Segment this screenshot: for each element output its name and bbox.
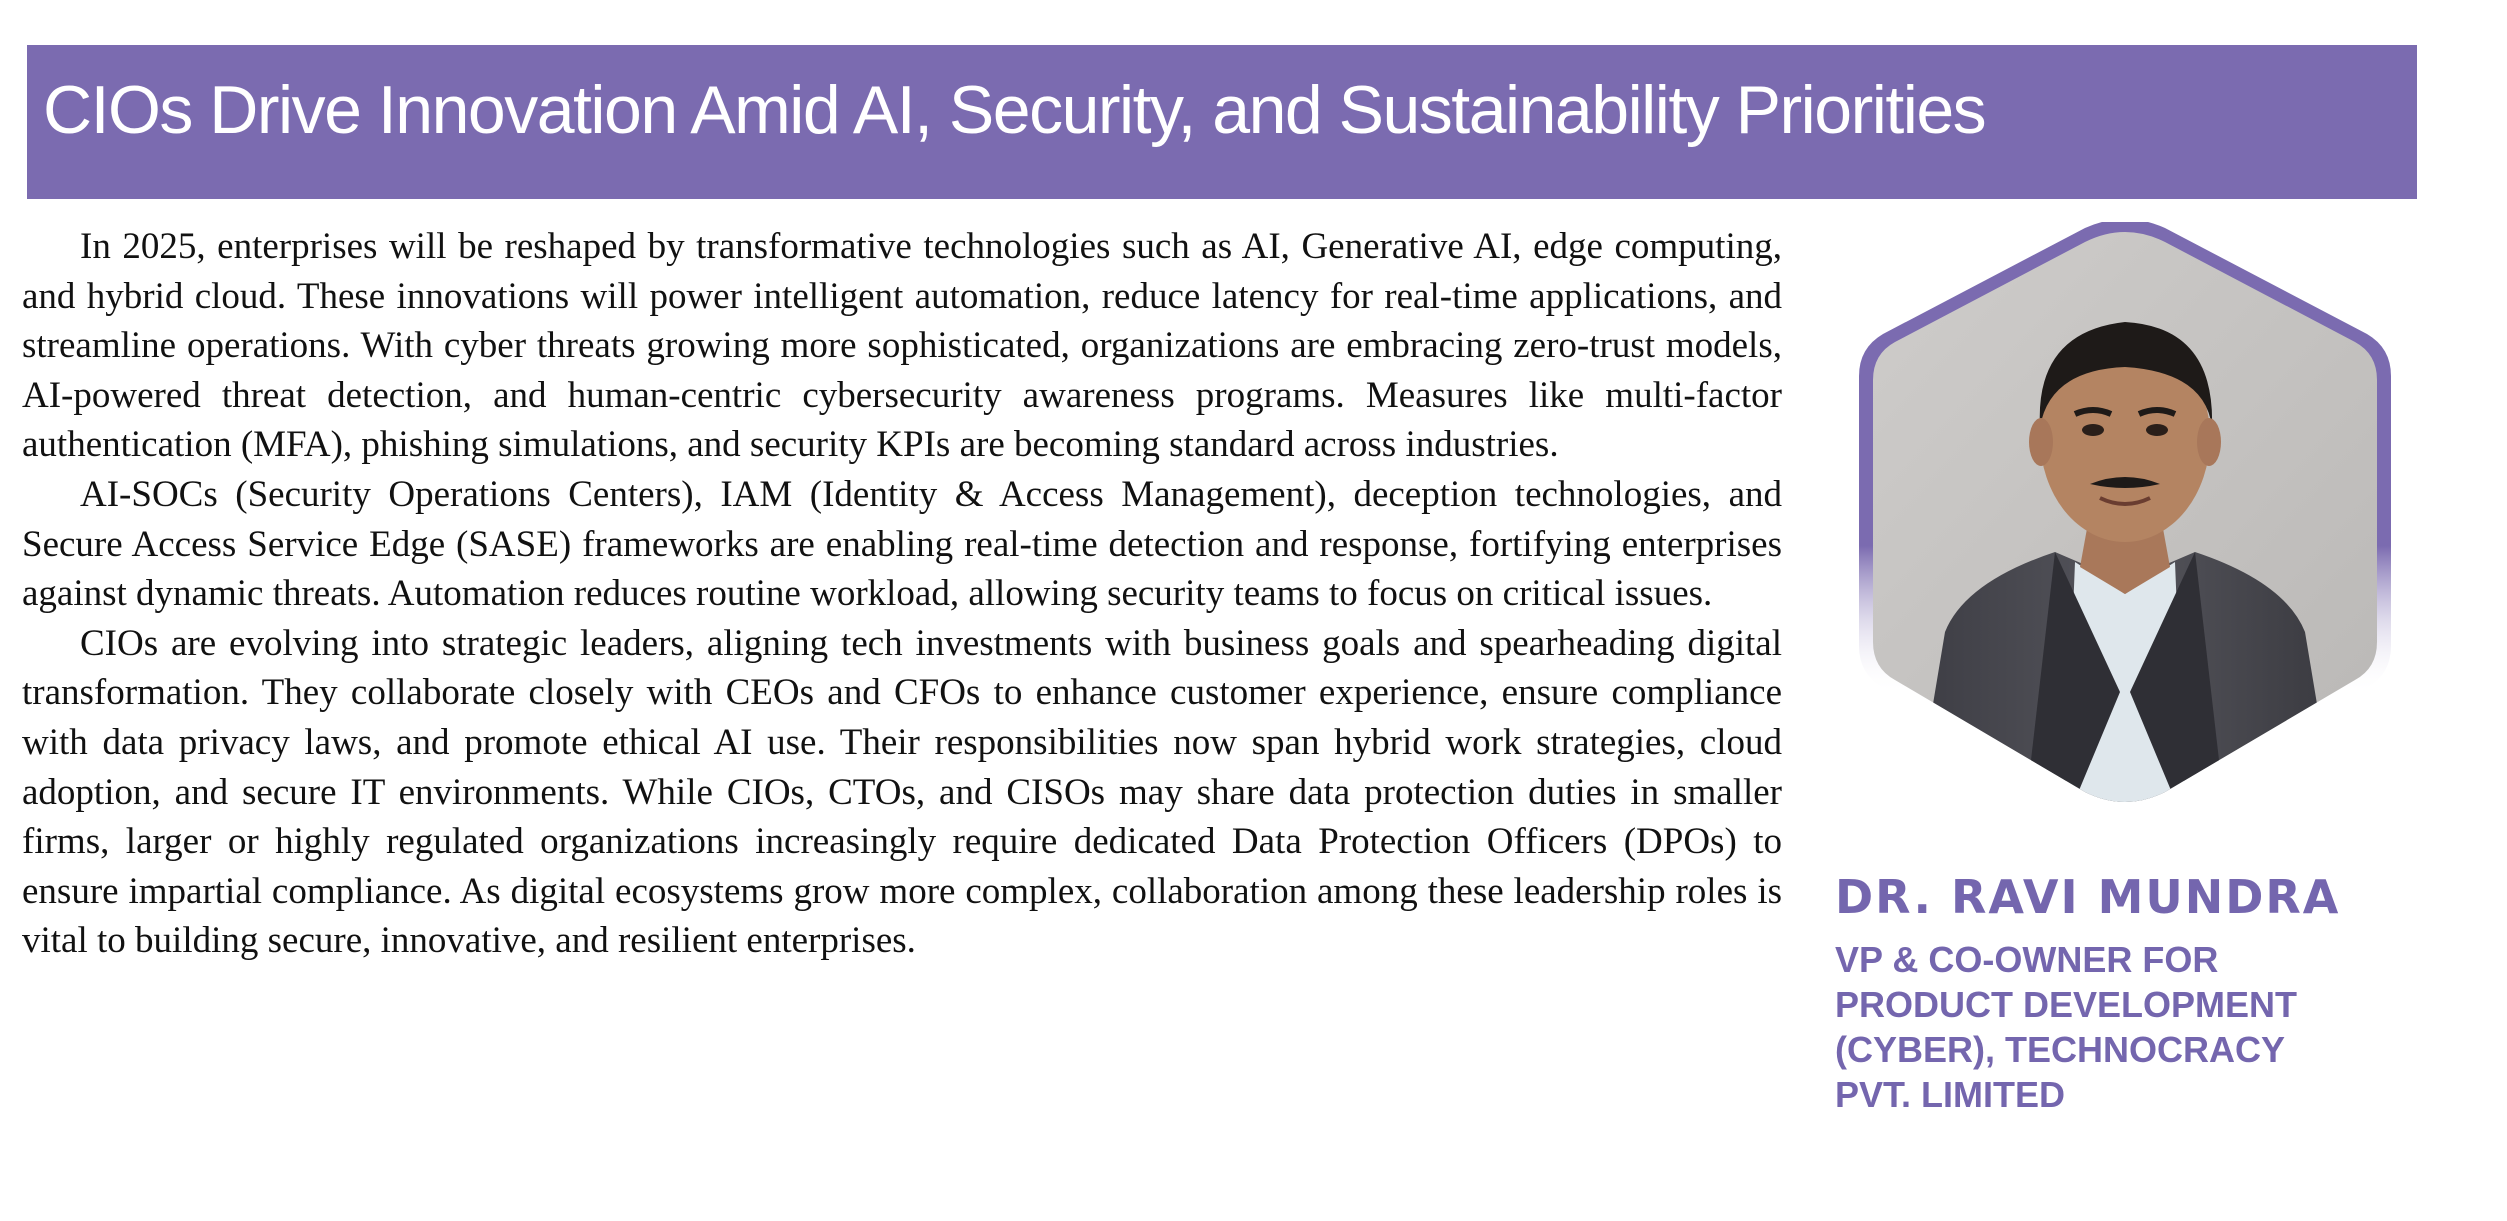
author-byline — [1835, 870, 2395, 1117]
portrait-photo-icon — [1855, 222, 2395, 812]
title-banner — [27, 45, 2417, 199]
author-role-line-2: PRODUCT DEVELOPMENT — [1835, 984, 2298, 1026]
article-paragraph-3: CIOs are evolving into strategic leaders, aligning tech investments with business goals and spearheading digital transformation. They collaborate closely with CEOs and CFOs to enhance customer experience, ensure compliance with data privacy laws, and promote ethical AI use. Their responsibilities now span hybrid work strategies, cloud adoption, and secure IT environments. While CIOs, CTOs, and CISOs may share data protection duties in smaller firms, larger or highly regulated organizations increasingly require dedicated Data Protection Officers (DPOs) to ensure impartial compliance. As digital ecosystems grow more complex, collaboration among these leadership roles is vital to building secure, innovative, and resilient enterprises. — [22, 622, 1782, 962]
author-role-line-1: VP & CO-OWNER FOR — [1835, 939, 2219, 981]
article-title: CIOs Drive Innovation Amid AI, Security, and Sustainability Priorities — [43, 72, 1986, 148]
article-paragraph-2: AI-SOCs (Security Operations Centers), IAM (Identity & Access Management), deception technologies, and Secure Access Service Edge (SASE) frameworks are enabling real-time detection and response, fortifying enterprises against dynamic threats. Automation reduces routine workload, allowing security teams to focus on critical issues. — [22, 473, 1782, 615]
author-role-line-3: (CYBER), TECHNOCRACY — [1835, 1029, 2285, 1071]
author-name: DR. RAVI MUNDRA — [1835, 870, 2341, 924]
author-role-line-4: PVT. LIMITED — [1835, 1074, 2066, 1116]
article-body — [22, 222, 1782, 966]
article-paragraph-1: In 2025, enterprises will be reshaped by transformative technologies such as AI, Generative AI, edge computing, and hybrid cloud. These innovations will power intelligent automation, reduce latency for real-time applications, and streamline operations. With cyber threats growing more sophisticated, organizations are embracing zero-trust models, AI-powered threat detection, and human-centric cybersecurity awareness programs. Measures like multi-factor authentication (MFA), phishing simulations, and security KPIs are becoming standard across industries. — [22, 226, 1782, 466]
author-photo — [1855, 222, 2395, 812]
